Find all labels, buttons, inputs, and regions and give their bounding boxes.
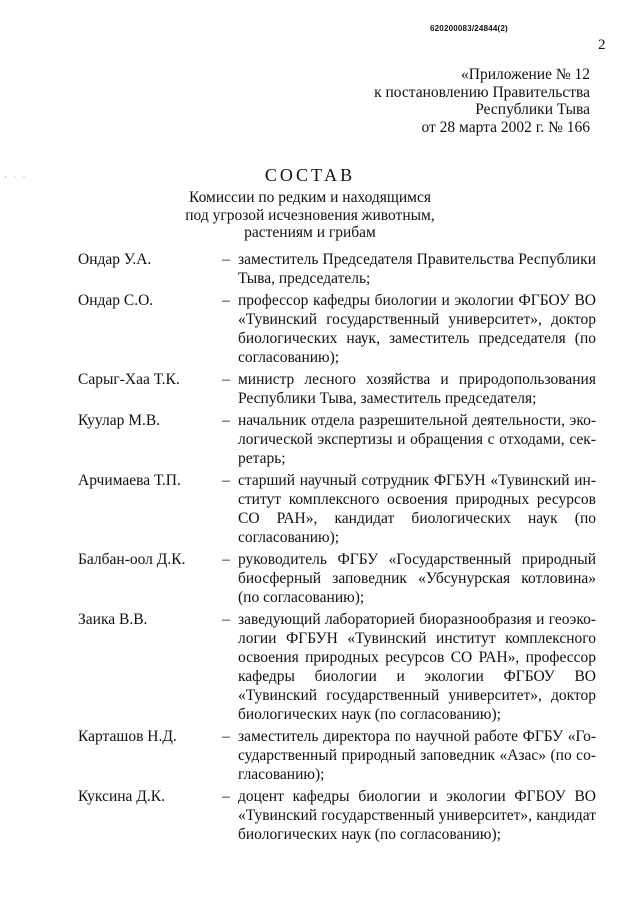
member-description: начальник отдела разрешительной деятельности, экологической экспертизы и обращения с отходами, секретарь; (238, 412, 596, 467)
member-description: доцент кафедры биологии и экологии ФГБОУ ВО «Тувинский государственный университет», кандидат биологических наук (по согласованию); (238, 788, 596, 843)
member-description: руководитель ФГБУ «Государственный природный биосферный заповедник «Убсунурская котловина» (по согласованию); (238, 551, 596, 606)
member-name: Куксина Д.К. (78, 788, 165, 805)
member-name: Ондар С.О. (78, 292, 154, 309)
subtitle-line: растениям и грибам (244, 224, 376, 241)
member-name: Куулар М.В. (78, 412, 161, 429)
appendix-line: «Приложение № 12 (461, 66, 590, 83)
member-description: заместитель директора по научной работе ФГБУ «Государственный природный заповедник «Азас» (по согласованию); (238, 728, 596, 783)
member-description: заместитель Председателя Правительства Республики Тыва, председатель; (238, 251, 596, 287)
document-code: 620200083/24844(2) (430, 24, 508, 33)
member-entry (0, 787, 640, 844)
member-dash: – (222, 788, 230, 805)
member-dash: – (222, 472, 230, 489)
subtitle-line: Комиссии по редким и находящимся (189, 189, 431, 206)
member-description: старший научный сотрудник ФГБУН «Тувинский институт комплексного освоения природных ресурсов СО РАН», кандидат биологических наук (по согласованию); (238, 472, 596, 546)
member-name: Заика В.В. (78, 611, 148, 628)
member-name: Арчимаева Т.П. (78, 472, 181, 489)
member-name: Балбан-оол Д.К. (78, 551, 186, 568)
member-entry (0, 250, 640, 288)
member-entry (0, 727, 640, 784)
member-entry (0, 370, 640, 408)
subtitle-line: под угрозой исчезновения животным, (185, 206, 435, 224)
margin-artifact: · · · (4, 172, 28, 182)
page-number: 2 (598, 37, 606, 53)
member-entry (0, 411, 640, 468)
member-entry (0, 291, 640, 367)
appendix-block (360, 66, 590, 136)
member-name: Карташов Н.Д. (78, 728, 177, 745)
member-dash: – (222, 292, 230, 309)
appendix-line: Республики Тыва (475, 101, 590, 118)
member-name: Ондар У.А. (78, 251, 152, 268)
appendix-line: от 28 марта 2002 г. № 166 (421, 118, 590, 136)
member-description: заведующий лабораторией биоразнообразия и геоэкологии ФГБУН «Тувинский институт комплексного освоения природных ресурсов СО РАН», профессор кафедры биологии и экологии ФГБОУ ВО «Тувинский государственный университет», доктор биологических наук (по согласованию); (238, 611, 596, 723)
member-dash: – (222, 371, 230, 388)
member-dash: – (222, 412, 230, 429)
member-dash: – (222, 611, 230, 628)
member-name: Сарыг-Хаа Т.К. (78, 371, 180, 388)
document-title: СОСТАВ (264, 165, 356, 185)
member-entry (0, 610, 640, 724)
member-entry (0, 550, 640, 607)
member-dash: – (222, 551, 230, 568)
document-subtitle (180, 189, 440, 242)
member-description: профессор кафедры биологии и экологии ФГБОУ ВО «Тувинский государственный университет», доктор биологических наук, заместитель председателя (по согласованию); (238, 292, 596, 366)
member-dash: – (222, 728, 230, 745)
member-entry (0, 471, 640, 547)
member-description: министр лесного хозяйства и природопользования Республики Тыва, заместитель председателя; (238, 371, 596, 407)
member-dash: – (222, 251, 230, 268)
members-list (0, 250, 640, 847)
appendix-line: к постановлению Правительства (374, 83, 590, 101)
